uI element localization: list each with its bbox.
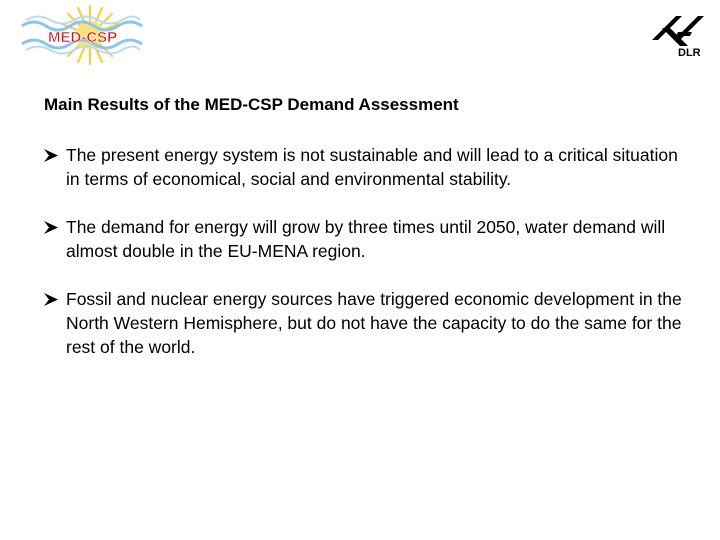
dlr-logo-text: DLR [678,47,701,59]
bullet-text: The demand for energy will grow by three times until 2050, water demand will almost double in the EU-MENA region. [66,217,666,261]
bullet-item [44,287,694,359]
arrow-bullet-icon [44,143,60,167]
med-csp-logo-text: MED-CSP [48,29,118,46]
bullet-text: Fossil and nuclear energy sources have triggered economic development in the North Western Hemisphere, but do not have the capacity to do the same for the rest of the world. [66,289,682,357]
bullet-text: The present energy system is not sustainable and will lead to a critical situation in terms of economical, social and environmental stability. [66,145,678,189]
bullet-item [44,143,694,191]
bullet-item [44,215,694,263]
arrow-bullet-icon [44,287,60,311]
bullet-list [44,143,694,383]
dlr-logo [648,10,706,60]
slide-title: Main Results of the MED-CSP Demand Assessment [44,95,459,114]
med-csp-logo [20,4,146,66]
arrow-bullet-icon [44,215,60,239]
